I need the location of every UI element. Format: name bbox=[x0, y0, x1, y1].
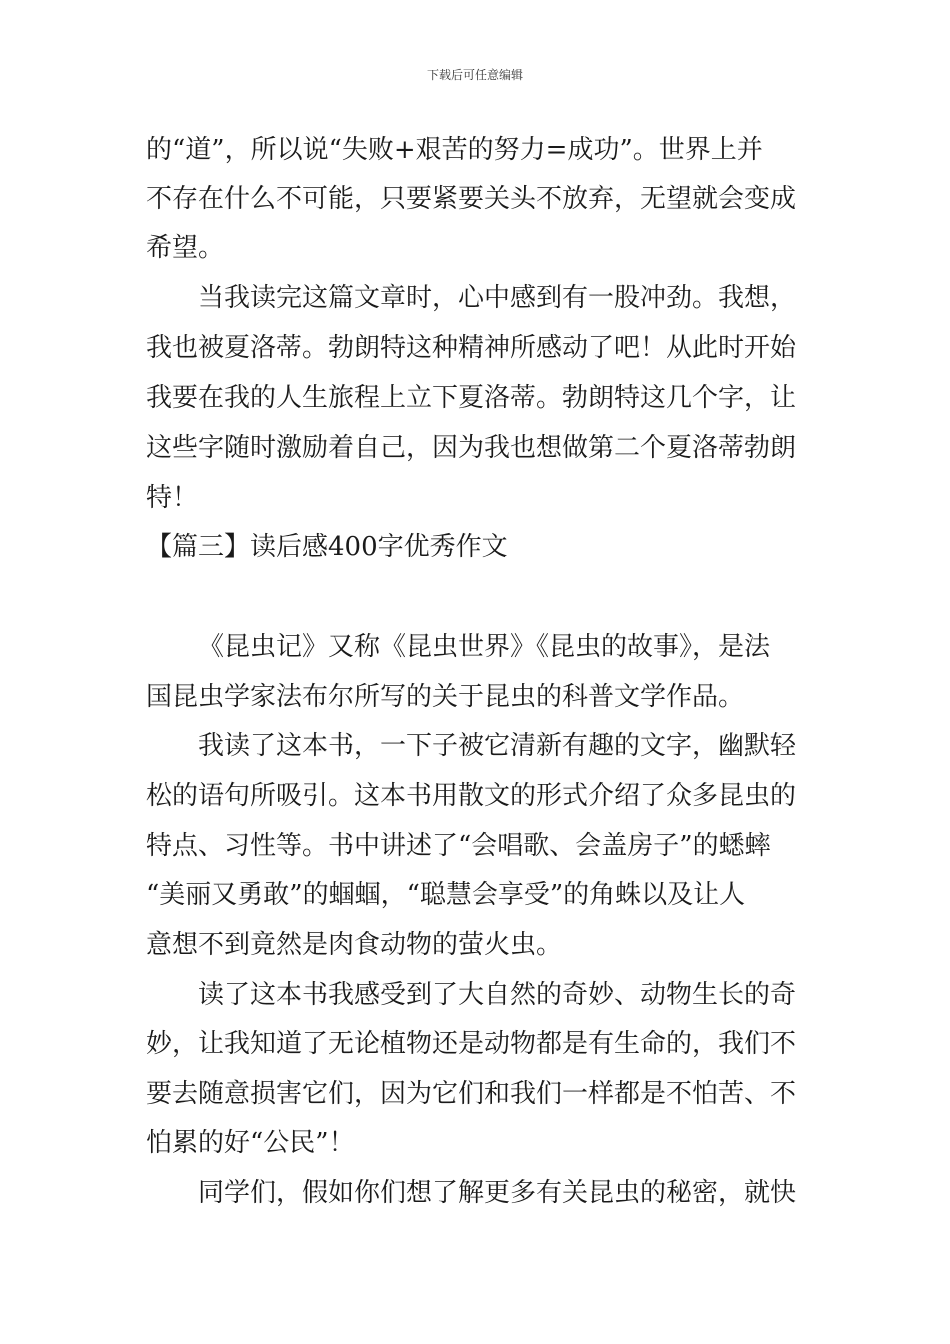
text-line: 希望。 bbox=[146, 233, 225, 263]
text-line: 特点、习性等。书中讲述了“会唱歌、会盖房子”的蟋蟀 bbox=[146, 831, 771, 861]
text-line: 的“道”，所以说“失败+艰苦的努力=成功”。世界上并 bbox=[146, 135, 763, 165]
text-line: 怕累的好“公民”！ bbox=[146, 1128, 355, 1158]
text-line: 不存在什么不可能，只要紧要关头不放弃，无望就会变成 bbox=[146, 184, 797, 214]
text-line: 我读了这本书，一下子被它清新有趣的文字，幽默轻 bbox=[198, 731, 797, 761]
text-line: 我要在我的人生旅程上立下夏洛蒂。勃朗特这几个字，让 bbox=[146, 383, 797, 413]
text-line: 读了这本书我感受到了大自然的奇妙、动物生长的奇 bbox=[198, 980, 797, 1010]
text-line: 当我读完这篇文章时，心中感到有一股冲劲。我想， bbox=[198, 283, 797, 313]
text-line: 松的语句所吸引。这本书用散文的形式介绍了众多昆虫的 bbox=[146, 781, 797, 811]
text-line: 《昆虫记》又称《昆虫世界》《昆虫的故事》，是法 bbox=[198, 632, 771, 662]
text-line: 妙，让我知道了无论植物还是动物都是有生命的，我们不 bbox=[146, 1029, 797, 1059]
text-line: “美丽又勇敢”的蝈蝈，“聪慧会享受”的角蛛以及让人 bbox=[146, 880, 746, 910]
text-line: 意想不到竟然是肉食动物的萤火虫。 bbox=[146, 930, 563, 960]
page-header: 下载后可任意编辑 bbox=[426, 68, 523, 82]
text-line: 国昆虫学家法布尔所写的关于昆虫的科普文学作品。 bbox=[146, 682, 745, 712]
text-line: 要去随意损害它们，因为它们和我们一样都是不怕苦、不 bbox=[146, 1079, 797, 1109]
text-line: 同学们，假如你们想了解更多有关昆虫的秘密，就快 bbox=[198, 1178, 797, 1208]
section-heading: 【篇三】读后感400字优秀作文 bbox=[146, 532, 508, 562]
text-line: 特！ bbox=[146, 483, 199, 513]
text-line: 我也被夏洛蒂。勃朗特这种精神所感动了吧！从此时开始 bbox=[146, 333, 797, 363]
text-line: 这些字随时激励着自己，因为我也想做第二个夏洛蒂勃朗 bbox=[146, 433, 797, 463]
